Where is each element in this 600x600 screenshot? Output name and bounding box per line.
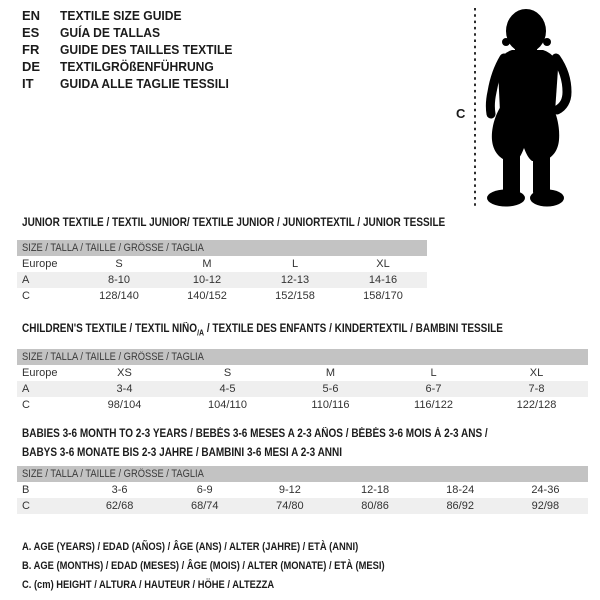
size-cell: S	[115, 258, 123, 270]
table-row-age	[17, 381, 588, 397]
value-cell: 140/152	[187, 290, 227, 302]
table-row-age-months	[17, 482, 588, 498]
footnote-text: C. (cm) HEIGHT / ALTURA / HAUTEUR / HÖHE / ALTEZZA	[22, 579, 275, 591]
footnote-b	[22, 557, 449, 576]
value-cell: 74/80	[247, 498, 332, 514]
junior-size-table	[17, 240, 427, 304]
size-header-text: SIZE / TALLA / TAILLE / GRÖSSE / TAGLIA	[22, 468, 204, 480]
table-row-europe	[17, 365, 588, 381]
row-label: Europe	[22, 367, 58, 379]
children-title-main: CHILDREN'S TEXTILE / TEXTIL NIÑO	[22, 323, 198, 335]
table-row-height	[17, 288, 427, 304]
footnote-text: B. AGE (MONTHS) / EDAD (MESES) / ÂGE (MOIS) / ALTER (MONATE) / ETÀ (MESI)	[22, 560, 385, 572]
value-cell: 7-8	[485, 381, 588, 397]
value-cell: 62/68	[77, 498, 162, 514]
value-cell: 8-10	[75, 272, 163, 288]
language-code: EN	[22, 8, 41, 23]
size-cell: XS	[117, 367, 132, 379]
language-row-it	[22, 75, 245, 92]
row-label: Europe	[22, 258, 58, 270]
value-cell: 10-12	[163, 272, 251, 288]
footnote-text: A. AGE (YEARS) / EDAD (AÑOS) / ÂGE (ANS) / ALTER (JAHRE) / ETÀ (ANNI)	[22, 541, 359, 553]
value-cell: 98/104	[107, 399, 142, 411]
size-cell: XL	[529, 367, 544, 379]
language-title: GUIDE DES TAILLES TEXTILE	[60, 42, 233, 57]
value-cell: 12-18	[360, 484, 390, 496]
children-title-rest: / TEXTILE DES ENFANTS / KINDERTEXTIL / BAMBINI TESSILE	[204, 323, 503, 335]
babies-size-table	[17, 466, 588, 514]
size-cell: M	[325, 367, 336, 379]
footnote-c	[22, 576, 449, 595]
language-title: GUÍA DE TALLAS	[60, 25, 161, 40]
value-cell: 3-6	[111, 484, 128, 496]
value-cell: 110/116	[311, 399, 350, 411]
language-code: ES	[22, 25, 40, 40]
value-cell: 128/140	[99, 290, 139, 302]
row-label: C	[17, 498, 77, 514]
value-cell: 12-13	[251, 272, 339, 288]
footnotes	[22, 538, 449, 595]
junior-section-title: JUNIOR TEXTILE / TEXTIL JUNIOR/ TEXTILE JUNIOR / JUNIORTEXTIL / JUNIOR TESSILE	[22, 217, 446, 229]
language-row-de	[22, 58, 245, 75]
value-cell: 152/158	[275, 290, 315, 302]
language-code: FR	[22, 42, 40, 57]
table-row-europe	[17, 256, 427, 272]
table-row-height	[17, 498, 588, 514]
language-title: GUIDA ALLE TAGLIE TESSILI	[60, 76, 229, 91]
value-cell: 86/92	[418, 498, 503, 514]
children-size-table	[17, 349, 588, 413]
value-cell: 9-12	[278, 484, 301, 496]
size-header-text: SIZE / TALLA / TAILLE / GRÖSSE / TAGLIA	[22, 351, 204, 363]
value-cell: 14-16	[339, 272, 427, 288]
language-title: TEXTILE SIZE GUIDE	[60, 8, 182, 23]
row-label: C	[22, 399, 30, 411]
value-cell: 24-36	[531, 484, 560, 496]
row-label: A	[17, 381, 73, 397]
value-cell: 104/110	[208, 399, 247, 411]
value-cell: 116/122	[414, 399, 453, 411]
size-header-bar	[17, 466, 588, 482]
babies-section-title-line1: BABIES 3-6 MONTH TO 2-3 YEARS / BEBÉS 3-6 MESES A 2-3 AÑOS / BÉBÉS 3-6 MOIS À 2-3 ANS /	[22, 428, 488, 440]
row-label: A	[17, 272, 75, 288]
value-cell: 80/86	[332, 498, 417, 514]
language-legend	[22, 7, 245, 92]
children-section-title	[22, 323, 503, 339]
value-cell: 3-4	[73, 381, 176, 397]
size-cell: M	[202, 258, 212, 270]
footnote-a	[22, 538, 449, 557]
table-row-age	[17, 272, 427, 288]
language-row-fr	[22, 41, 245, 58]
value-cell: 6-7	[382, 381, 485, 397]
value-cell: 5-6	[279, 381, 382, 397]
size-cell: L	[291, 258, 299, 270]
row-label: B	[22, 484, 30, 496]
baby-figure	[487, 9, 567, 207]
size-header-bar	[17, 240, 427, 256]
language-title: TEXTILGRÖßENFÜHRUNG	[60, 59, 214, 74]
value-cell: 92/98	[503, 498, 588, 514]
babies-section-title-line2: BABYS 3-6 MONATE BIS 2-3 JAHRE / BAMBINI 3-6 MESI A 2-3 ANNI	[22, 447, 343, 459]
baby-silhouette	[470, 2, 600, 210]
size-cell: L	[430, 367, 437, 379]
language-code: IT	[22, 76, 34, 91]
children-title-subscript: /A	[197, 328, 205, 338]
size-cell: XL	[376, 258, 390, 270]
value-cell: 122/128	[516, 399, 557, 411]
table-row-height	[17, 397, 588, 413]
value-cell: 4-5	[176, 381, 279, 397]
size-cell: S	[223, 367, 232, 379]
height-measure-label: C	[456, 106, 466, 121]
size-header-text: SIZE / TALLA / TAILLE / GRÖSSE / TAGLIA	[22, 242, 204, 254]
value-cell: 18-24	[446, 484, 475, 496]
language-row-en	[22, 7, 245, 24]
language-code: DE	[22, 59, 41, 74]
language-row-es	[22, 24, 245, 41]
value-cell: 6-9	[196, 484, 213, 496]
value-cell: 158/170	[363, 290, 403, 302]
value-cell: 68/74	[162, 498, 247, 514]
row-label: C	[22, 290, 30, 302]
size-header-bar	[17, 349, 588, 365]
